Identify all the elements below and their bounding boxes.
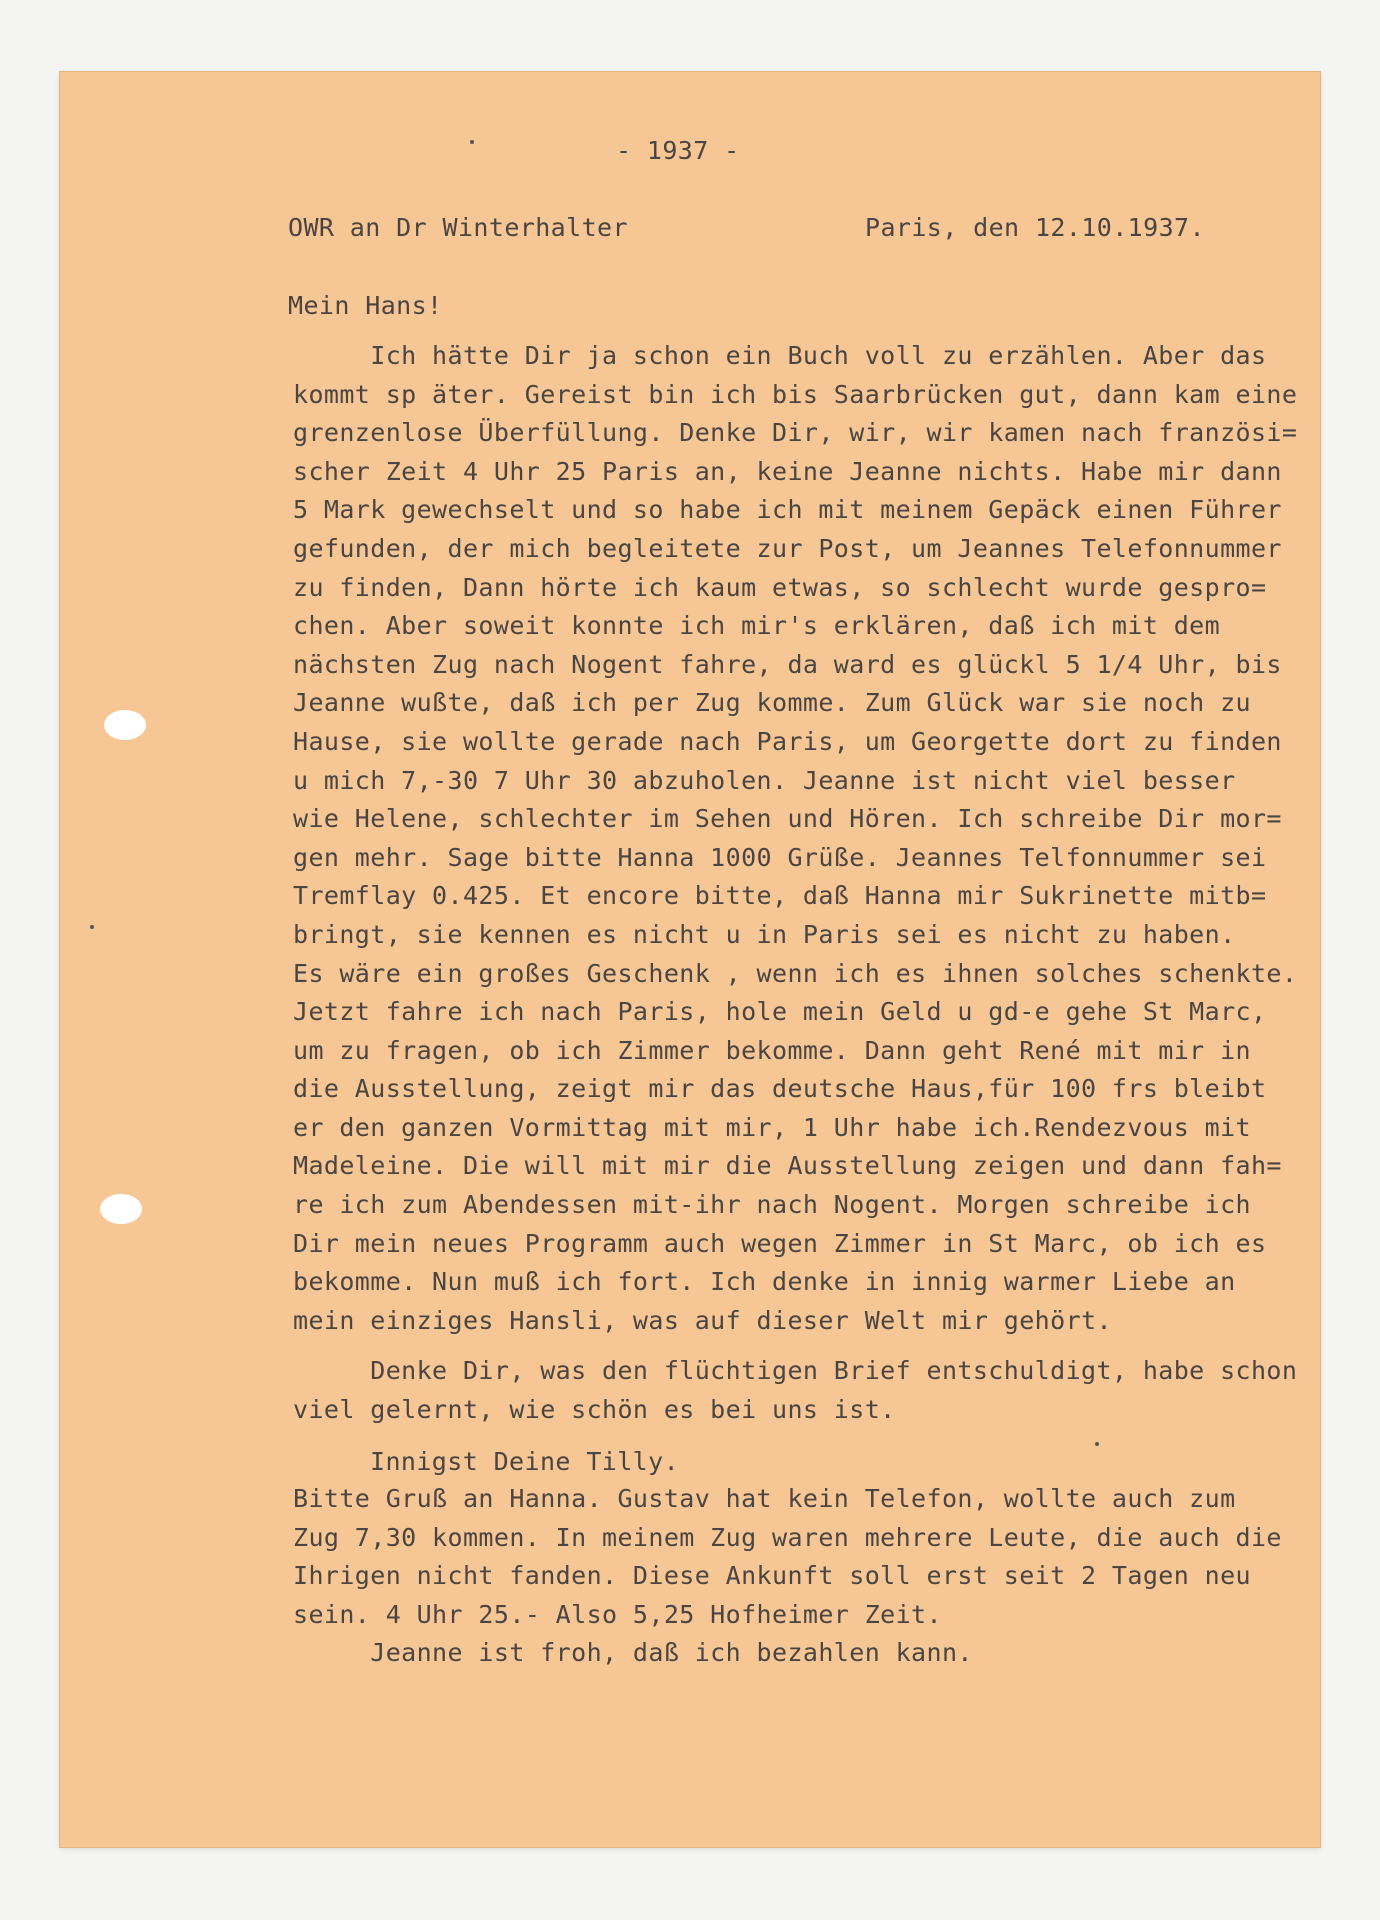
body-line: 5 Mark gewechselt und so habe ich mit meinem Gepäck einen Führer (293, 495, 1282, 525)
body-line: u mich 7,-30 7 Uhr 30 abzuholen. Jeanne ist nicht viel besser (293, 765, 1236, 795)
body-line: wie Helene, schlechter im Sehen und Hören. Ich schreibe Dir mor= (293, 804, 1282, 834)
body-line: nächsten Zug nach Nogent fahre, da ward es glückl 5 1/4 Uhr, bis (293, 649, 1282, 679)
paper-speck (470, 140, 474, 144)
paper-speck (1095, 1442, 1099, 1446)
body-line: kommt sp äter. Gereist bin ich bis Saarbrücken gut, dann kam eine (293, 379, 1298, 409)
body-line: Jeanne wußte, daß ich per Zug komme. Zum Glück war sie noch zu (293, 688, 1251, 718)
punch-hole-lower (100, 1194, 142, 1224)
body-line: die Ausstellung, zeigt mir das deutsche Haus,für 100 frs bleibt (293, 1074, 1267, 1104)
body-line: Madeleine. Die will mit mir die Ausstellung zeigen und dann fah= (293, 1151, 1282, 1181)
postscript-line: sein. 4 Uhr 25.- Also 5,25 Hofheimer Zeit. (293, 1599, 942, 1629)
body-line: gefunden, der mich begleitete zur Post, um Jeannes Telefonnummer (293, 533, 1282, 563)
body-line: scher Zeit 4 Uhr 25 Paris an, keine Jeanne nichts. Habe mir dann (293, 456, 1282, 486)
body-line: Ich hätte Dir ja schon ein Buch voll zu erzählen. Aber das (293, 341, 1267, 370)
postscript-line: Jeanne ist froh, daß ich bezahlen kann. (293, 1638, 973, 1668)
postscript-line: Ihrigen nicht fanden. Diese Ankunft soll erst seit 2 Tagen neu (293, 1561, 1251, 1591)
body-line: gen mehr. Sage bitte Hanna 1000 Grüße. Jeannes Telfonnummer sei (293, 842, 1267, 872)
body-line: re ich zum Abendessen mit-ihr nach Nogent. Morgen schreibe ich (293, 1190, 1251, 1220)
postscript (293, 1480, 1303, 1673)
body-line: bringt, sie kennen es nicht u in Paris sei es nicht zu haben. (293, 919, 1236, 949)
closing-signature: Innigst Deine Tilly. (370, 1447, 680, 1476)
body-line: Denke Dir, was den flüchtigen Brief entschuldigt, habe schon (293, 1356, 1298, 1386)
body-line: um zu fragen, ob ich Zimmer bekomme. Dann geht René mit mir in (293, 1035, 1251, 1065)
year-header: - 1937 - (616, 136, 740, 165)
body-line: chen. Aber soweit konnte ich mir's erklären, daß ich mit dem (293, 611, 1221, 641)
punch-hole-upper (104, 710, 146, 740)
sender-recipient-line: OWR an Dr Winterhalter (288, 213, 628, 242)
body-line: Dir mein neues Programm auch wegen Zimmer in St Marc, ob ich es (293, 1228, 1267, 1258)
body-line: grenzenlose Überfüllung. Denke Dir, wir, wir kamen nach französi= (293, 418, 1298, 448)
paper-speck (90, 925, 94, 929)
body-line: Es wäre ein großes Geschenk , wenn ich es ihnen solches schenkte. (293, 958, 1298, 988)
body-line: Hause, sie wollte gerade nach Paris, um Georgette dort zu finden (293, 726, 1282, 756)
body-line: mein einziges Hansli, was auf dieser Welt mir gehört. (293, 1305, 1112, 1335)
postscript-line: Zug 7,30 kommen. In meinem Zug waren mehrere Leute, die auch die (293, 1522, 1282, 1552)
place-date-line: Paris, den 12.10.1937. (865, 213, 1205, 242)
body-line: Jetzt fahre ich nach Paris, hole mein Geld u gd-e gehe St Marc, (293, 997, 1267, 1027)
body-line: bekomme. Nun muß ich fort. Ich denke in innig warmer Liebe an (293, 1267, 1236, 1297)
letter-body (293, 337, 1303, 1430)
salutation: Mein Hans! (288, 291, 443, 320)
body-line: viel gelernt, wie schön es bei uns ist. (293, 1395, 896, 1425)
body-line: Tremflay 0.425. Et encore bitte, daß Hanna mir Sukrinette mitb= (293, 881, 1267, 911)
body-line: zu finden, Dann hörte ich kaum etwas, so schlecht wurde gespro= (293, 572, 1267, 602)
body-line: er den ganzen Vormittag mit mir, 1 Uhr habe ich.Rendezvous mit (293, 1112, 1251, 1142)
postscript-line: Bitte Gruß an Hanna. Gustav hat kein Telefon, wollte auch zum (293, 1484, 1236, 1513)
